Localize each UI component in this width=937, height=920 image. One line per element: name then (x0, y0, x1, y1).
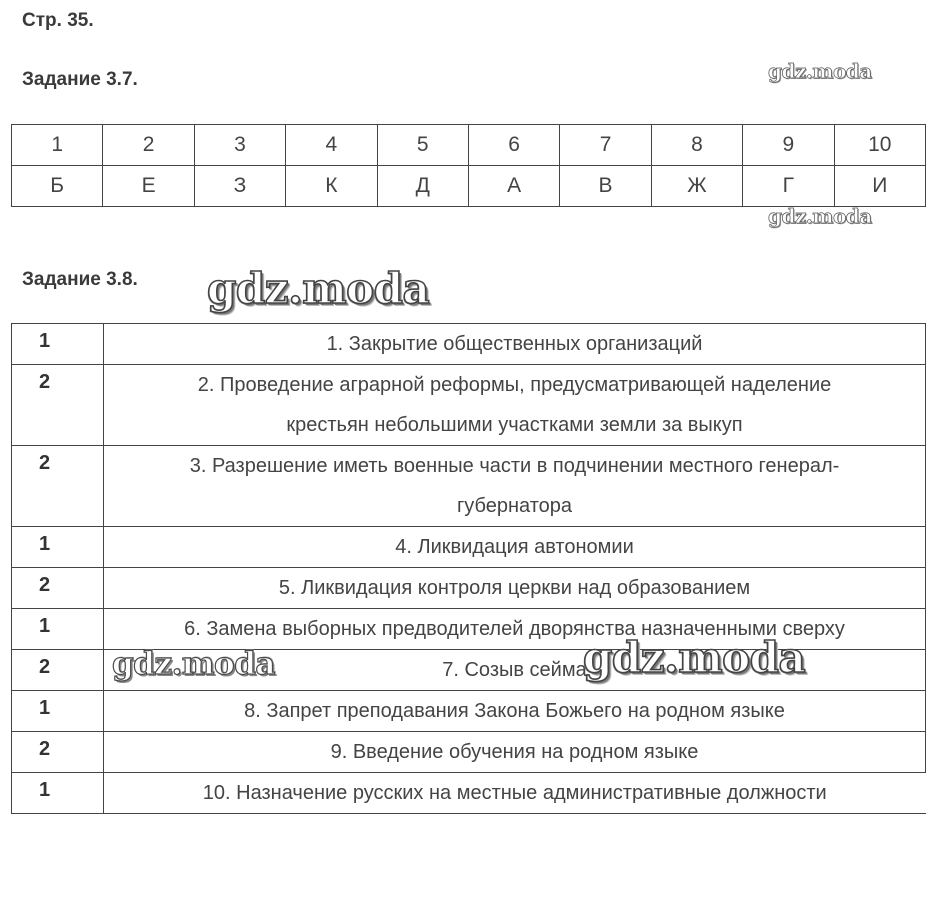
table-cell: В (560, 166, 651, 207)
table-row (12, 365, 926, 446)
table-cell: 2 (103, 125, 194, 166)
table-row (12, 324, 926, 365)
table-cell: И (834, 166, 925, 207)
row-text: 3. Разрешение иметь военные части в подчинении местного генерал-губернатора (104, 446, 926, 527)
table-cell: 8 (651, 125, 742, 166)
table-cell: 1 (12, 125, 103, 166)
watermark: gdz.moda (768, 204, 872, 228)
table-cell: Д (377, 166, 468, 207)
row-text: 4. Ликвидация автономии (104, 527, 926, 568)
table-row (12, 773, 926, 814)
table-row-numbers (12, 125, 926, 166)
table-row (12, 691, 926, 732)
table-cell: 10 (834, 125, 925, 166)
row-answer: 1 (12, 324, 104, 365)
table-cell: З (194, 166, 285, 207)
table-row (12, 446, 926, 527)
row-answer: 2 (12, 365, 104, 446)
row-answer: 2 (12, 446, 104, 527)
row-text: 10. Назначение русских на местные административные должности (104, 773, 926, 814)
watermark: gdz.moda (583, 633, 806, 682)
table-row (12, 527, 926, 568)
table-cell: Е (103, 166, 194, 207)
row-answer: 2 (12, 732, 104, 773)
table-cell: Г (743, 166, 834, 207)
table-cell: Ж (651, 166, 742, 207)
table-cell: 4 (286, 125, 377, 166)
row-text: 7. Созыв сейма (104, 650, 926, 691)
table-cell: 6 (468, 125, 559, 166)
row-answer: 1 (12, 691, 104, 732)
table-row (12, 732, 926, 773)
table-cell: 9 (743, 125, 834, 166)
table-cell: 7 (560, 125, 651, 166)
table-cell: А (468, 166, 559, 207)
table-row-letters (12, 166, 926, 207)
task-3-7-answer-table (11, 124, 926, 207)
row-text: 1. Закрытие общественных организаций (104, 324, 926, 365)
task-3-7-title: Задание 3.7. (22, 69, 138, 90)
table-cell: К (286, 166, 377, 207)
task-3-8-answer-table (11, 323, 926, 814)
page-label: Стр. 35. (22, 10, 94, 31)
row-text: 5. Ликвидация контроля церкви над образованием (104, 568, 926, 609)
task-3-8-title: Задание 3.8. (22, 269, 138, 290)
row-answer: 1 (12, 773, 104, 814)
row-text: 6. Замена выборных предводителей дворянства назначенными сверху (104, 609, 926, 650)
row-answer: 2 (12, 568, 104, 609)
row-text: 8. Запрет преподавания Закона Божьего на родном языке (104, 691, 926, 732)
row-answer: 2 (12, 650, 104, 691)
table-cell: Б (12, 166, 103, 207)
row-text: 9. Введение обучения на родном языке (104, 732, 926, 773)
table-cell: 5 (377, 125, 468, 166)
watermark: gdz.moda (207, 264, 430, 313)
row-answer: 1 (12, 527, 104, 568)
watermark: gdz.moda (112, 646, 275, 682)
watermark: gdz.moda (768, 59, 872, 83)
row-answer: 1 (12, 609, 104, 650)
table-row (12, 568, 926, 609)
table-cell: 3 (194, 125, 285, 166)
row-text: 2. Проведение аграрной реформы, предусматривающей наделение крестьян небольшими участками земли за выкуп (104, 365, 926, 446)
